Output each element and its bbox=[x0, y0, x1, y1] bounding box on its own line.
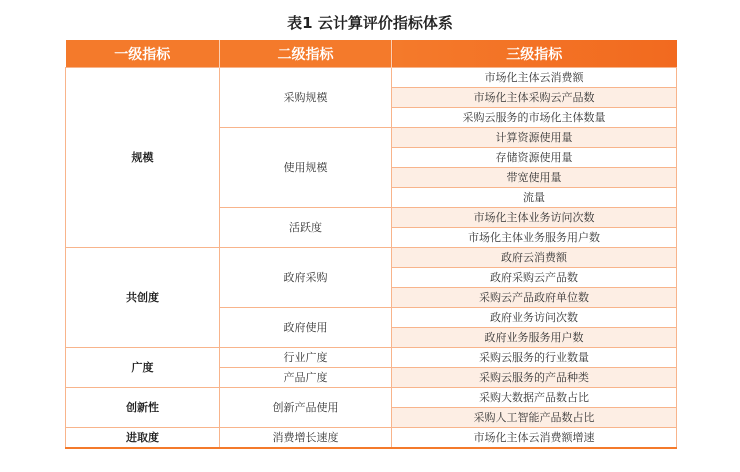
level3-cell: 计算资源使用量 bbox=[392, 128, 677, 148]
indicator-table bbox=[65, 40, 677, 449]
header-level3: 三级指标 bbox=[392, 40, 677, 68]
level3-cell: 采购云服务的市场化主体数量 bbox=[392, 108, 677, 128]
level3-cell: 采购人工智能产品数占比 bbox=[392, 408, 677, 428]
header-row bbox=[66, 40, 677, 68]
level3-cell: 政府云消费额 bbox=[392, 248, 677, 268]
table-row bbox=[66, 428, 677, 449]
level3-cell: 采购云服务的行业数量 bbox=[392, 348, 677, 368]
level2-cell: 活跃度 bbox=[220, 208, 392, 248]
table-row bbox=[66, 388, 677, 408]
table-row bbox=[66, 248, 677, 268]
level3-cell: 市场化主体采购云产品数 bbox=[392, 88, 677, 108]
header-level1: 一级指标 bbox=[66, 40, 220, 68]
level1-cell: 共创度 bbox=[66, 248, 220, 348]
level2-cell: 使用规模 bbox=[220, 128, 392, 208]
level2-cell: 产品广度 bbox=[220, 368, 392, 388]
level2-cell: 政府采购 bbox=[220, 248, 392, 308]
level1-cell: 创新性 bbox=[66, 388, 220, 428]
level3-cell: 采购云服务的产品种类 bbox=[392, 368, 677, 388]
level3-cell: 政府采购云产品数 bbox=[392, 268, 677, 288]
level2-cell: 消费增长速度 bbox=[220, 428, 392, 449]
level2-cell: 采购规模 bbox=[220, 68, 392, 128]
level1-cell: 进取度 bbox=[66, 428, 220, 449]
level3-cell: 采购大数据产品数占比 bbox=[392, 388, 677, 408]
level1-cell: 广度 bbox=[66, 348, 220, 388]
header-level2: 二级指标 bbox=[220, 40, 392, 68]
level3-cell: 市场化主体业务服务用户数 bbox=[392, 228, 677, 248]
table-row bbox=[66, 348, 677, 368]
level3-cell: 市场化主体云消费额增速 bbox=[392, 428, 677, 449]
level3-cell: 政府业务访问次数 bbox=[392, 308, 677, 328]
table-row bbox=[66, 68, 677, 88]
level2-cell: 创新产品使用 bbox=[220, 388, 392, 428]
level3-cell: 流量 bbox=[392, 188, 677, 208]
level3-cell: 市场化主体云消费额 bbox=[392, 68, 677, 88]
level2-cell: 政府使用 bbox=[220, 308, 392, 348]
table-title: 表1 云计算评价指标体系 bbox=[287, 14, 453, 32]
level3-cell: 市场化主体业务访问次数 bbox=[392, 208, 677, 228]
level3-cell: 存储资源使用量 bbox=[392, 148, 677, 168]
level1-cell: 规模 bbox=[66, 68, 220, 248]
level3-cell: 带宽使用量 bbox=[392, 168, 677, 188]
level2-cell: 行业广度 bbox=[220, 348, 392, 368]
level3-cell: 政府业务服务用户数 bbox=[392, 328, 677, 348]
level3-cell: 采购云产品政府单位数 bbox=[392, 288, 677, 308]
